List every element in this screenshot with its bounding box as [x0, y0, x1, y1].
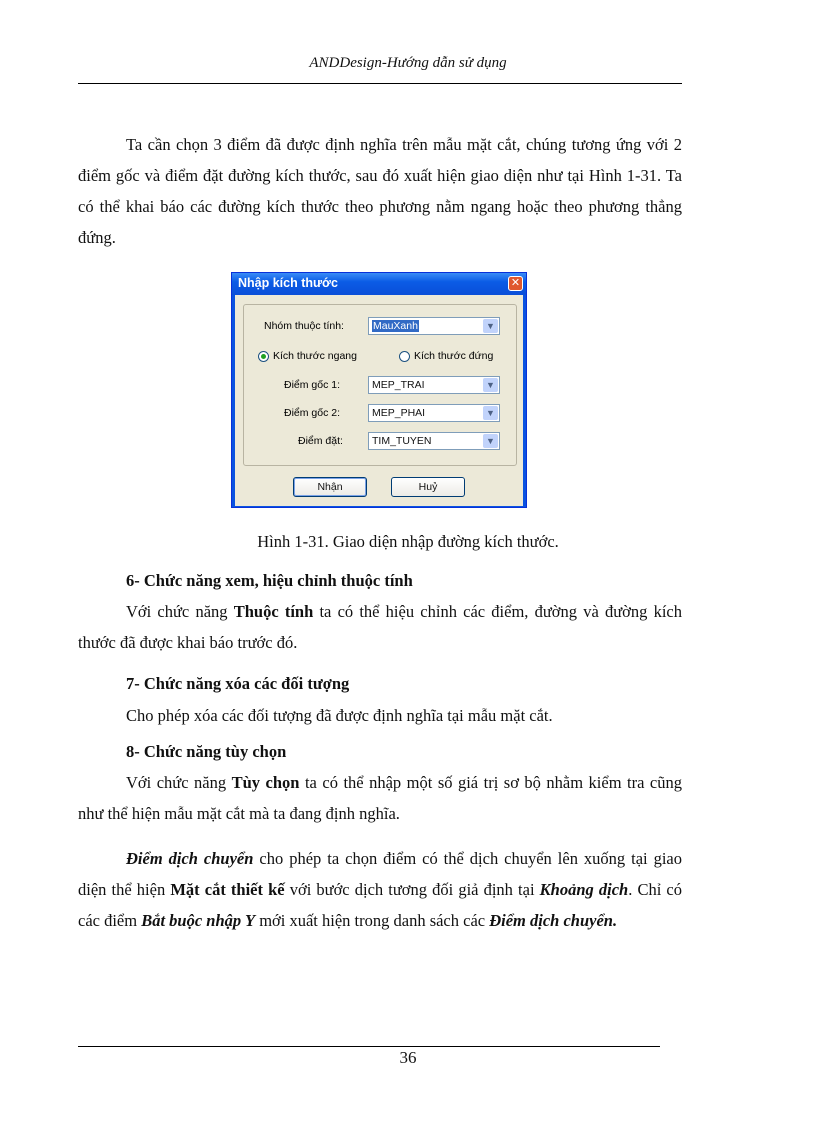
point2-select-value: MEP_PHAI	[372, 407, 426, 419]
radio-vertical[interactable]	[399, 351, 410, 362]
section-6-paragraph	[78, 596, 682, 658]
page-number: 36	[399, 1048, 417, 1067]
place-select[interactable]	[368, 432, 500, 450]
group-label: Nhóm thuộc tính:	[264, 320, 344, 332]
section-7-title: 7- Chức năng xóa các đối tượng	[126, 674, 350, 693]
radio-horizontal[interactable]	[258, 351, 269, 362]
chevron-down-icon[interactable]: ▼	[483, 434, 498, 448]
intro-paragraph	[78, 129, 682, 253]
point1-label: Điểm gốc 1:	[284, 379, 341, 391]
section-8-text-1: Với chức năng	[126, 773, 232, 792]
final-term-3: Mặt cắt thiết kế	[170, 880, 285, 899]
dialog-body	[235, 295, 523, 506]
dialog-title: Nhập kích thước	[238, 276, 338, 290]
final-text-8: mới xuất hiện trong danh sách các	[255, 911, 490, 930]
group-select-value: MauXanh	[373, 320, 418, 332]
chevron-down-icon[interactable]: ▼	[483, 378, 498, 392]
cancel-button[interactable]: Huỷ	[391, 477, 465, 497]
section-8-text-2: ta có thể nhập một số giá trị sơ bộ nhằm kiểm tra cũng như thể hiện mẫu mặt cắt mà ta đang định nghĩa.	[78, 773, 683, 823]
dimension-input-dialog	[231, 272, 527, 508]
dialog-titlebar[interactable]	[232, 273, 526, 295]
place-select-value: TIM_TUYEN	[372, 435, 432, 447]
section-7-paragraph	[78, 700, 682, 731]
running-header: ANDDesign-Hướng dẫn sử dụng	[309, 55, 507, 71]
group-select[interactable]	[368, 317, 500, 335]
ok-button[interactable]: Nhận	[293, 477, 367, 497]
header-divider	[78, 83, 682, 84]
final-term-7: Bắt buộc nhập Y	[141, 911, 256, 930]
point2-label: Điểm gốc 2:	[284, 407, 341, 419]
chevron-down-icon[interactable]: ▼	[483, 406, 498, 420]
section-6-text-1: Với chức năng	[126, 602, 234, 621]
section-6-bold: Thuộc tính	[233, 602, 314, 621]
final-text-2: cho phép ta chọn điểm có thể dịch chuyển lên xuống tại giao diện thể hiện	[78, 849, 682, 899]
point1-select[interactable]	[368, 376, 500, 394]
close-icon[interactable]: ✕	[508, 276, 523, 291]
section-8-bold: Tùy chọn	[231, 773, 300, 792]
intro-text: Ta cần chọn 3 điểm đã được định nghĩa trên mẫu mặt cắt, chúng tương ứng với 2 điểm gốc và điểm đặt đường kích thước, sau đó xuất hiện giao diện như tại Hình 1-31. Ta có thể khai báo các đường kích thước theo phương nằm ngang hoặc theo phương thẳng đứng.	[78, 135, 682, 247]
radio-horizontal-label[interactable]: Kích thước ngang	[273, 350, 357, 362]
point2-select[interactable]	[368, 404, 500, 422]
radio-vertical-label[interactable]: Kích thước đứng	[414, 350, 494, 362]
footer-divider	[78, 1046, 660, 1047]
final-term-5: Khoảng dịch	[539, 880, 629, 899]
point1-select-value: MEP_TRAI	[372, 379, 425, 391]
chevron-down-icon[interactable]: ▼	[483, 319, 498, 333]
place-label: Điểm đặt:	[298, 435, 343, 447]
final-term-9: Điểm dịch chuyển.	[489, 911, 618, 930]
dialog-group-box	[243, 304, 517, 466]
section-8-title: 8- Chức năng tùy chọn	[126, 742, 287, 761]
section-6-title: 6- Chức năng xem, hiệu chỉnh thuộc tính	[126, 571, 413, 590]
final-text-4: với bước dịch tương đối giả định tại	[284, 880, 540, 899]
section-7-text: Cho phép xóa các đối tượng đã được định nghĩa tại mẫu mặt cắt.	[126, 706, 553, 725]
section-8-paragraph	[78, 767, 682, 829]
final-paragraph	[78, 843, 682, 936]
figure-caption: Hình 1-31. Giao diện nhập đường kích thước.	[257, 532, 559, 551]
final-term-1: Điểm dịch chuyển	[126, 849, 254, 868]
final-text-6: . Chỉ có các điểm	[78, 880, 682, 930]
section-6-text-2: ta có thể hiệu chỉnh các điểm, đường và đường kích thước đã được khai báo trước đó.	[78, 602, 682, 652]
